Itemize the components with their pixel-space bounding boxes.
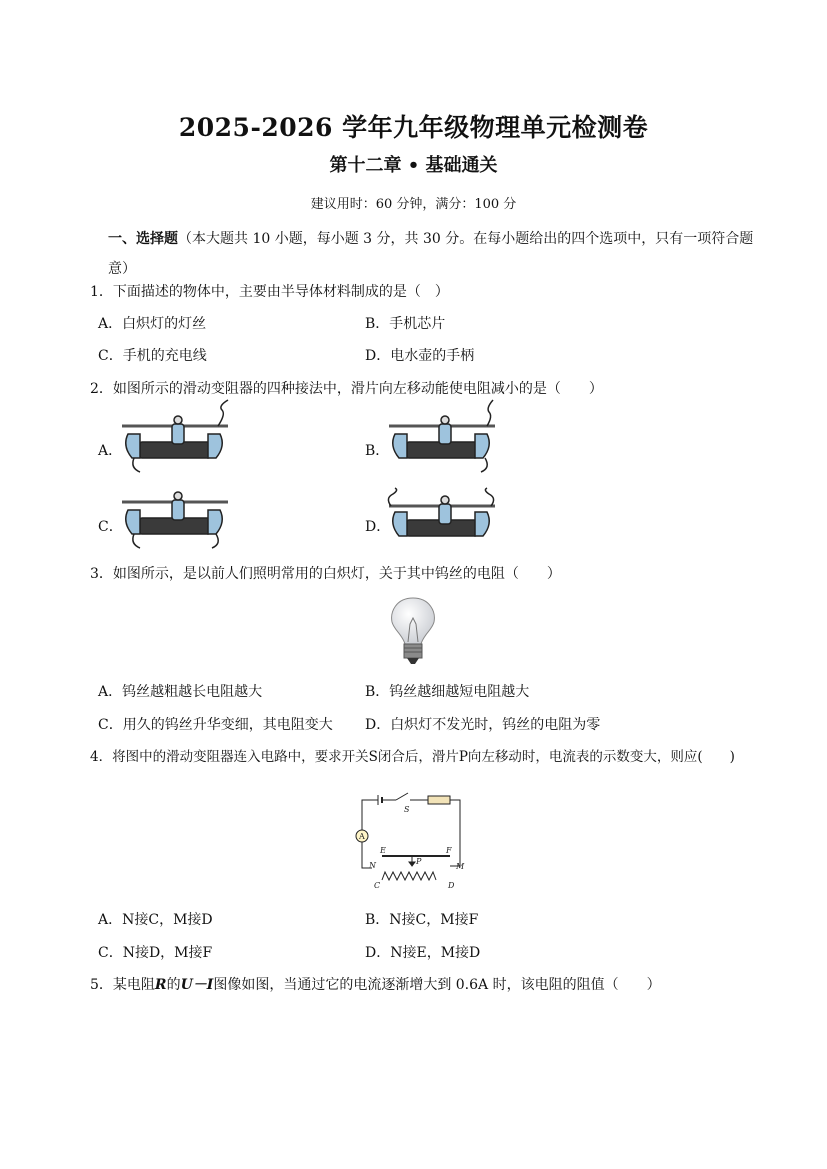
question-4-stem: 4．将图中的滑动变阻器连入电路中，要求开关S闭合后，滑片P向左移动时，电流表的示数变大，则应( ) (90, 749, 735, 765)
circuit-label-p: P (416, 857, 422, 866)
rheostat-figure-b (387, 414, 502, 476)
question-1-option-b: B．手机芯片 (365, 316, 446, 332)
circuit-label-m: M (456, 862, 465, 871)
question-5-symbol-ui: U－I (180, 977, 214, 993)
question-2-label-c: C． (98, 519, 123, 535)
question-2-label-a: A． (98, 443, 123, 459)
question-2-stem: 2．如图所示的滑动变阻器的四种接法中，滑片向左移动能使电阻减小的是（ ） (90, 381, 603, 397)
circuit-label-e: E (380, 846, 386, 855)
question-5-stem-part-1: 5．某电阻 (90, 977, 155, 993)
question-1-option-d: D．电水壶的手柄 (365, 348, 475, 364)
section-heading (108, 224, 768, 284)
rheostat-figure-d (387, 490, 502, 552)
question-2-label-d: D． (365, 519, 391, 535)
question-5-stem (90, 975, 661, 995)
section-instruction: （本大题共 10 小题，每小题 3 分，共 30 分。在每小题给出的四个选项中，只有一项符合题意） (108, 231, 754, 277)
rheostat-figure-c (120, 490, 235, 552)
question-3-option-a: A．钨丝越粗越长电阻越大 (98, 684, 263, 700)
light-bulb-figure (388, 596, 438, 668)
question-5-symbol-r: R (154, 977, 167, 993)
rheostat-figure-a (120, 414, 235, 476)
question-3-stem: 3．如图所示，是以前人们照明常用的白炽灯，关于其中钨丝的电阻（ ） (90, 566, 561, 582)
circuit-label-c: C (374, 881, 381, 890)
question-3-option-c: C．用久的钨丝升华变细，其电阻变大 (98, 717, 333, 733)
page-subtitle: 第十二章 • 基础通关 (329, 155, 498, 176)
circuit-label-a: A (359, 832, 365, 841)
question-3-option-d: D．白炽灯不发光时，钨丝的电阻为零 (365, 717, 601, 733)
circuit-label-s: S (404, 805, 410, 814)
question-4-option-a: A．N接C，M接D (98, 912, 213, 928)
question-1-stem: 1．下面描述的物体中，主要由半导体材料制成的是（ ） (90, 284, 449, 300)
question-1-option-a: A．白炽灯的灯丝 (98, 316, 207, 332)
page-title: 2025-2026 学年九年级物理单元检测卷 (178, 113, 649, 142)
question-4-option-b: B．N接C，M接F (365, 912, 479, 928)
question-2-label-b: B． (365, 443, 390, 459)
question-4-option-d: D．N接E，M接D (365, 945, 481, 961)
question-5-stem-part-2: 的 (166, 977, 181, 993)
question-1-option-c: C．手机的充电线 (98, 348, 207, 364)
question-4-option-c: C．N接D，M接F (98, 945, 213, 961)
circuit-label-f: F (446, 846, 452, 855)
question-5-stem-part-3: 图像如图，当通过它的电流逐渐增大到 0.6A 时，该电阻的阻值（ ） (213, 977, 661, 993)
circuit-label-n: N (369, 861, 376, 870)
section-label: 一、选择题 (108, 231, 178, 247)
circuit-diagram (352, 790, 472, 895)
question-3-option-b: B．钨丝越细越短电阻越大 (365, 684, 530, 700)
circuit-label-d: D (448, 881, 455, 890)
time-info: 建议用时：60 分钟，满分：100 分 (310, 197, 517, 212)
